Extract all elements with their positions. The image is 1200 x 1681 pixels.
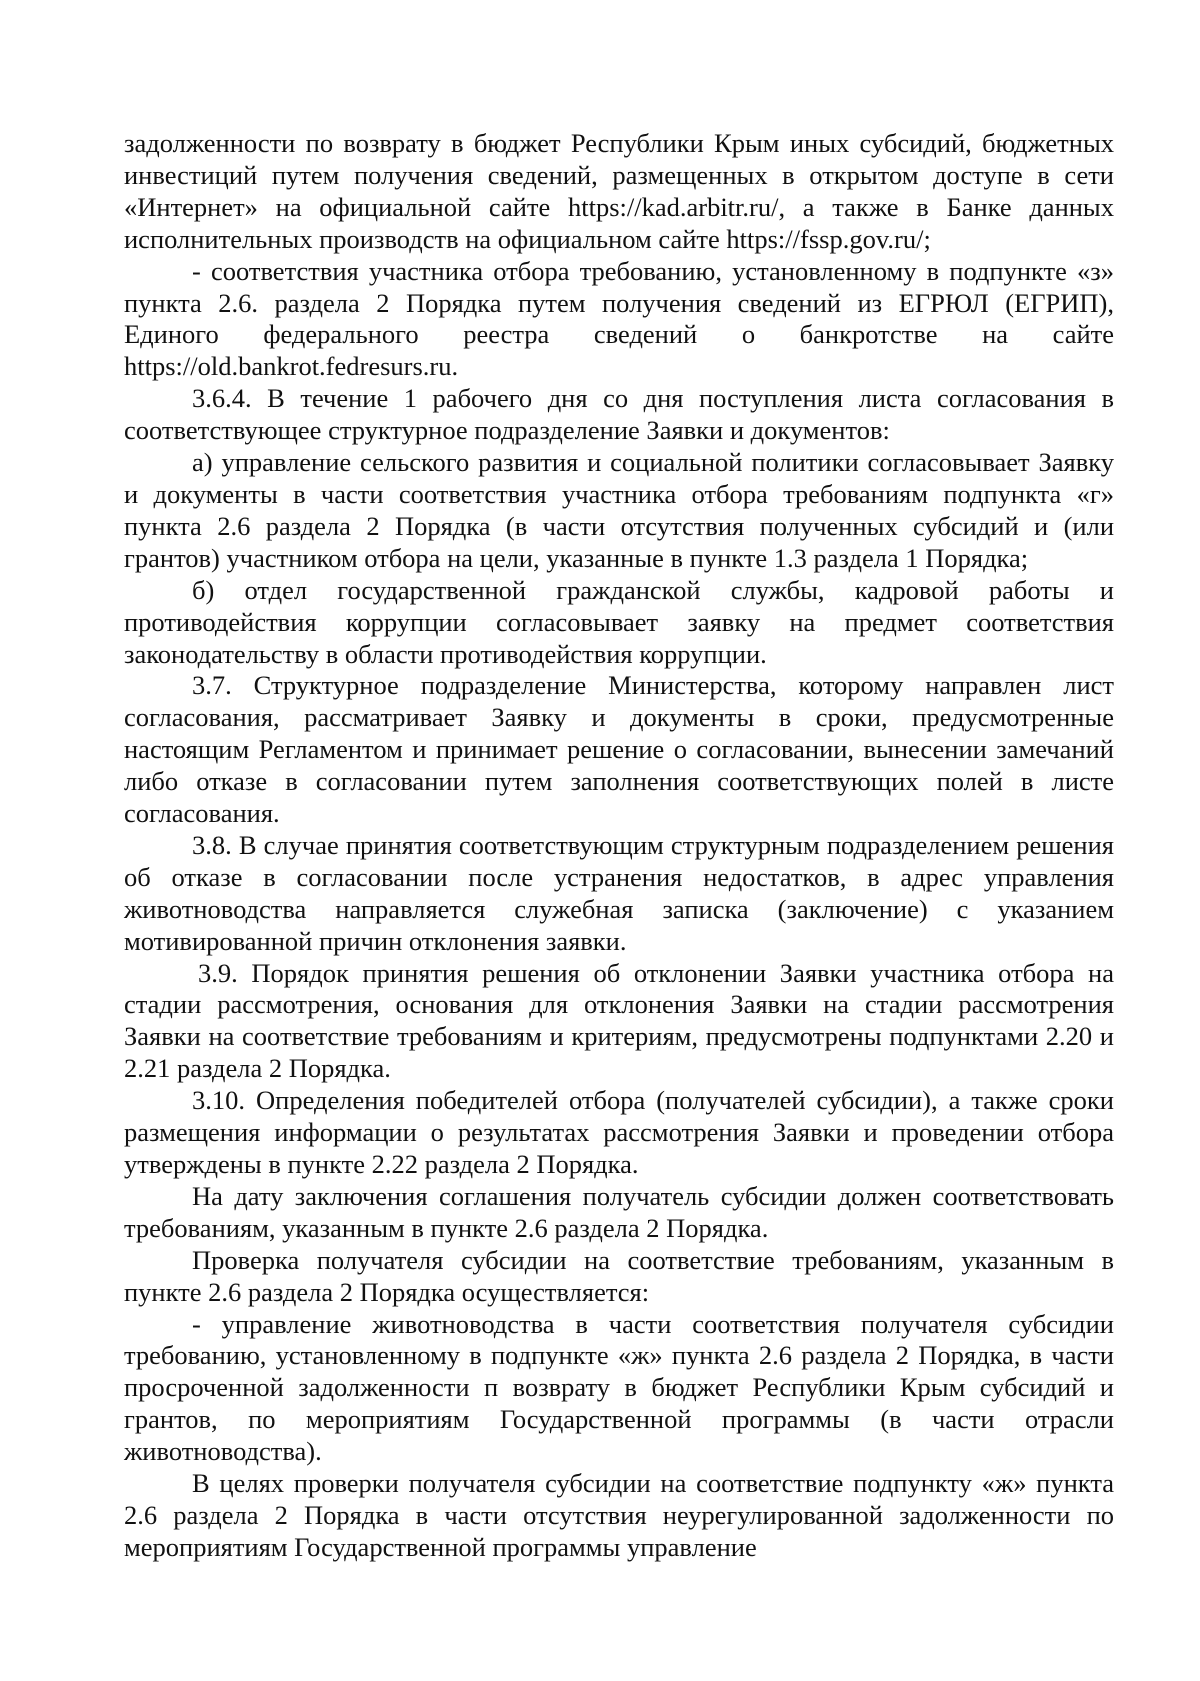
paragraph-debt-check-continuation: задолженности по возврату в бюджет Республики Крым иных субсидий, бюджетных инвестиций путем получения сведений, размещенных в открытом доступе в сети «Интернет» на официальной сайте https://kad.arbitr.ru/, а также в Банке данных исполнительных производств на официальном сайте https://fssp.gov.ru/; xyxy=(124,128,1114,254)
paragraph-3-9: 3.9. Порядок принятия решения об отклонении Заявки участника отбора на стадии рассмотрения, основания для отклонения Заявки на стадии рассмотрения Заявки на соответствие требованиям и критериям, предусмотрены подпунктами 2.20 и 2.21 раздела 2 Порядка. xyxy=(124,957,1114,1084)
paragraph-livestock-department: - управление животноводства в части соответствия получателя субсидии требованию, установленному в подпункте «ж» пункта 2.6 раздела 2 Порядка, в части просроченной задолженности п возврату в бюджет Республики Крым субсидий и грантов, по мероприятиям Государственной программы (в части отрасли животноводства). xyxy=(124,1308,1114,1467)
paragraph-3-6-4-a: а) управление сельского развития и социальной политики согласовывает Заявку и документы в части соответствия участника отбора требованиям подпункта «г» пункта 2.6 раздела 2 Порядка (в части отсутствия полученных субсидий и (или грантов) участником отбора на цели, указанные в пункте 1.3 раздела 1 Порядка; xyxy=(124,447,1114,573)
paragraph-recipient-check: Проверка получателя субсидии на соответствие требованиям, указанным в пункте 2.6 раздела 2 Порядка осуществляется: xyxy=(124,1244,1114,1307)
paragraph-debt-verification: В целях проверки получателя субсидии на соответствие подпункту «ж» пункта 2.6 раздела 2 Порядка в части отсутствия неурегулированной задолженности по мероприятиям Государственной программы управление xyxy=(124,1468,1114,1562)
paragraph-bankruptcy-check: - соответствия участника отбора требованию, установленному в подпункте «з» пункта 2.6. раздела 2 Порядка путем получения сведений из ЕГРЮЛ (ЕГРИП), Единого федерального реестра сведений о банкротстве на сайте https://old.bankrot.fedresurs.ru. xyxy=(124,255,1114,382)
paragraph-3-6-4-b: б) отдел государственной гражданской службы, кадровой работы и противодействия коррупции согласовывает заявку на предмет соответствия законодательству в области противодействия коррупции. xyxy=(124,574,1114,669)
paragraph-3-10: 3.10. Определения победителей отбора (получателей субсидии), а также сроки размещения информации о результатах рассмотрения Заявки и проведении отбора утверждены в пункте 2.22 раздела 2 Порядка. xyxy=(124,1085,1114,1179)
paragraph-agreement-date: На дату заключения соглашения получатель субсидии должен соответствовать требованиям, указанным в пункте 2.6 раздела 2 Порядка. xyxy=(124,1180,1114,1243)
paragraph-3-8: 3.8. В случае принятия соответствующим структурным подразделением решения об отказе в согласовании после устранения недостатков, в адрес управления животноводства направляется служебная записка (заключение) с указанием мотивированной причин отклонения заявки. xyxy=(124,829,1114,956)
paragraph-3-6-4: 3.6.4. В течение 1 рабочего дня со дня поступления листа согласования в соответствующее структурное подразделение Заявки и документов: xyxy=(124,383,1114,446)
document-page xyxy=(124,128,1114,1564)
paragraph-3-7: 3.7. Структурное подразделение Министерства, которому направлен лист согласования, рассматривает Заявку и документы в сроки, предусмотренные настоящим Регламентом и принимает решение о согласовании, вынесении замечаний либо отказе в согласовании путем заполнения соответствующих полей в листе согласования. xyxy=(124,670,1114,829)
